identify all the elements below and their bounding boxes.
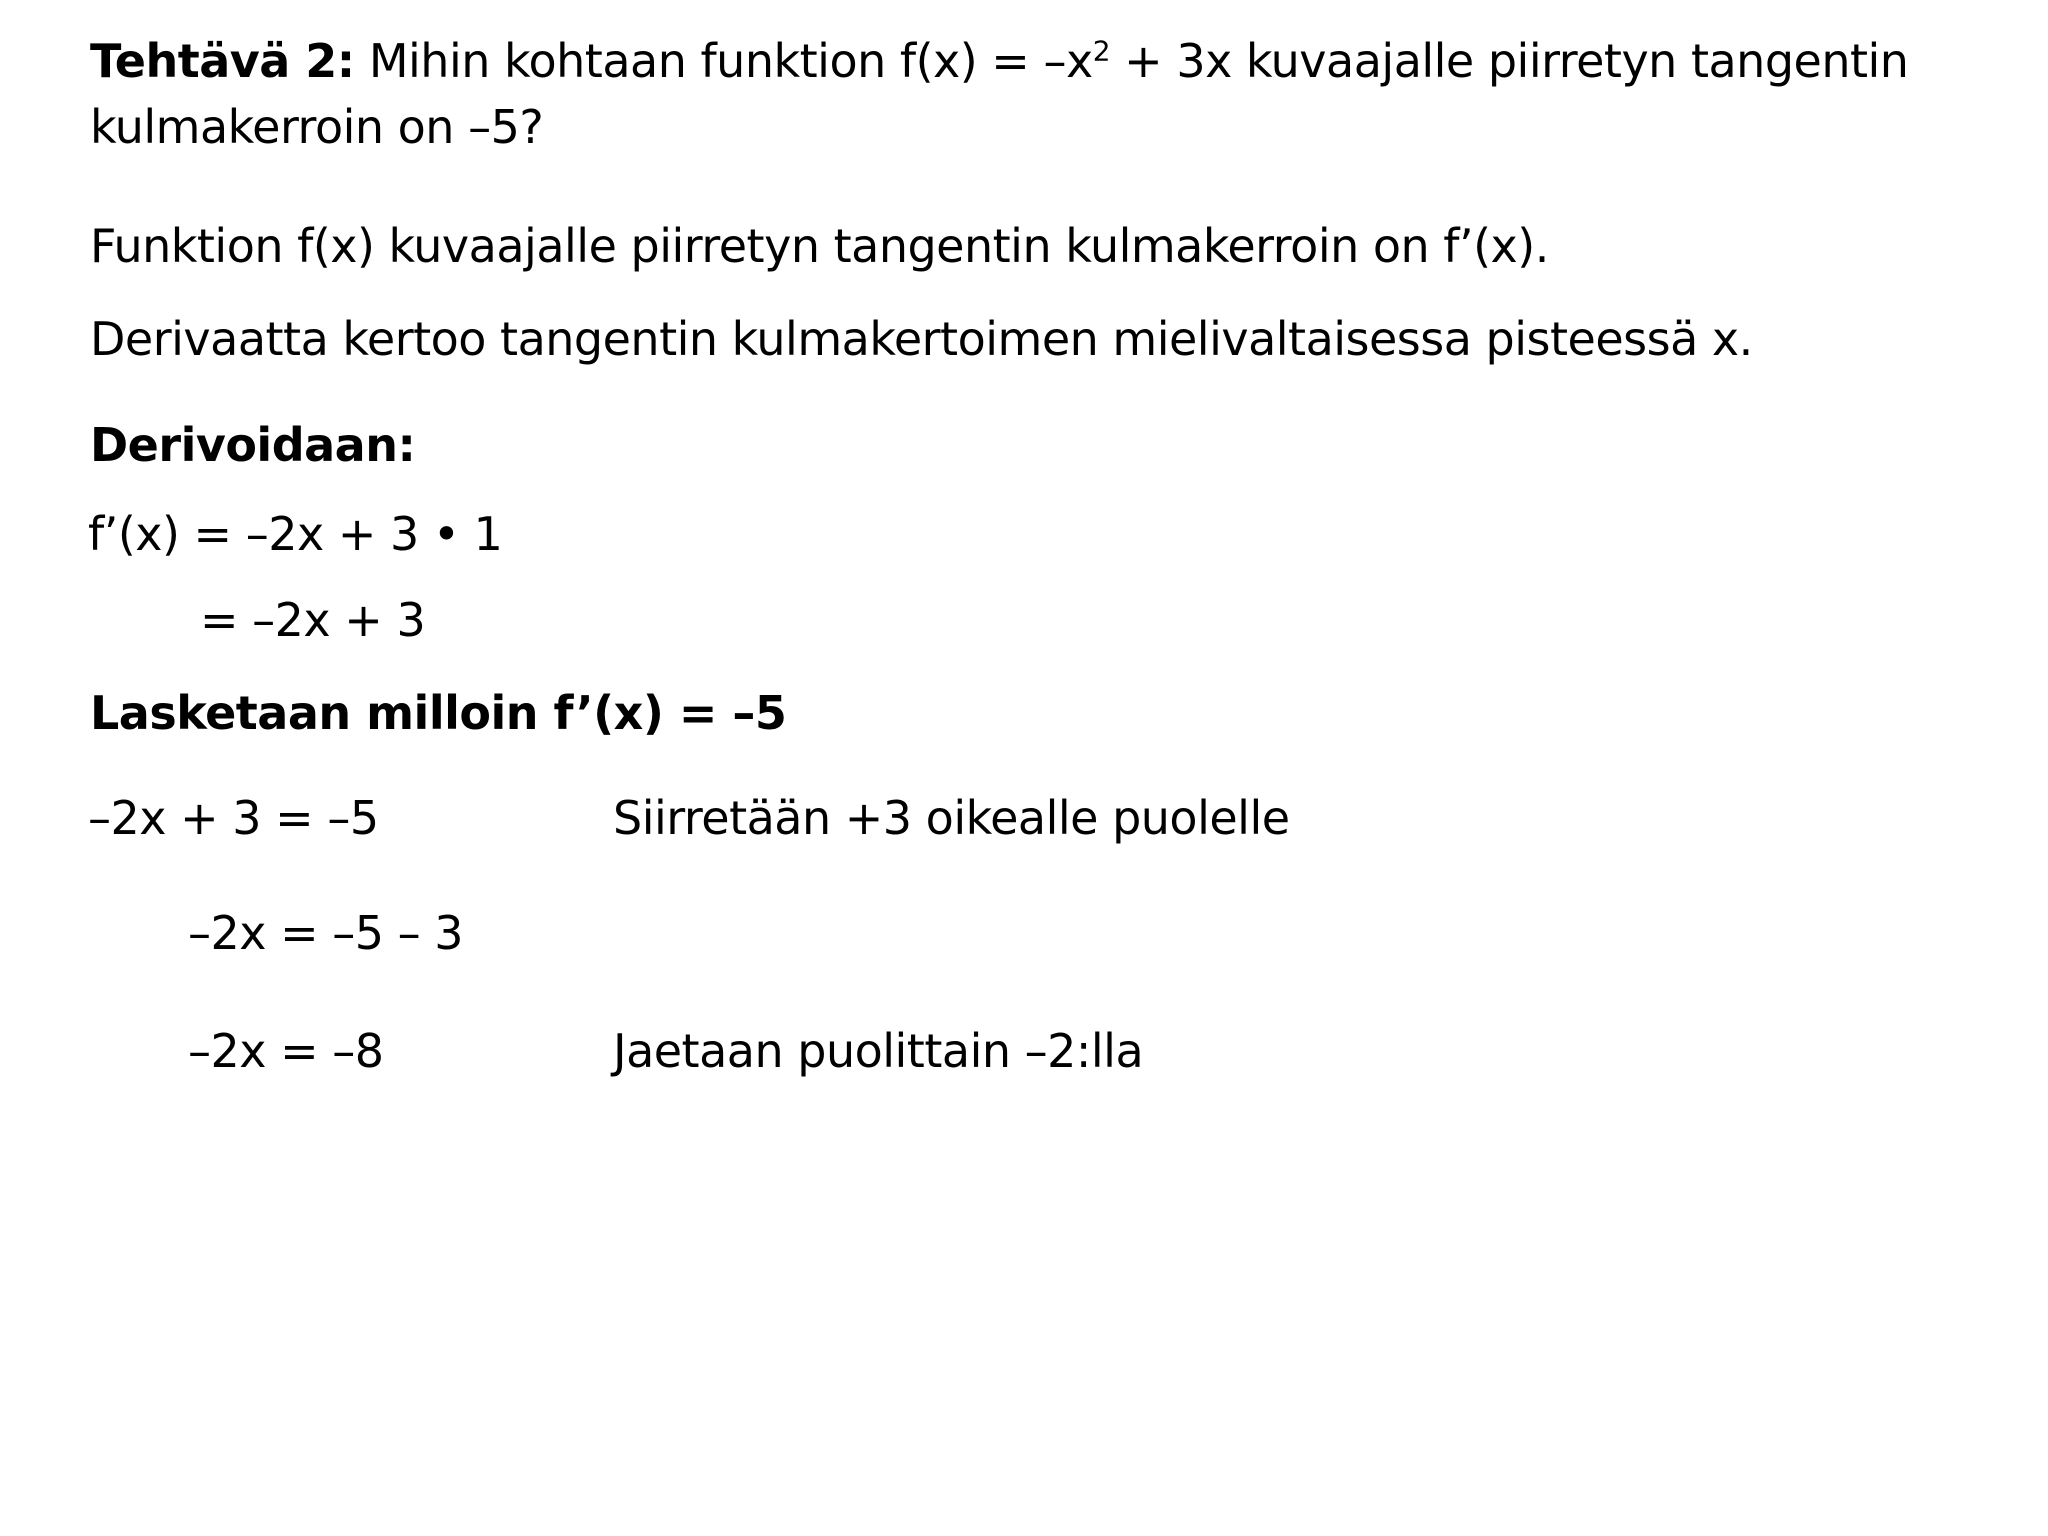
task-label: Tehtävä 2:: [90, 34, 355, 88]
derivation-heading: Derivoidaan:: [90, 418, 416, 472]
solve-equation-3: –2x = –8: [188, 1024, 384, 1078]
task-text-part1: Mihin kohtaan funktion f(x) = –x: [354, 34, 1093, 88]
solve-note-3: Jaetaan puolittain –2:lla: [613, 1024, 1144, 1078]
derivation-step-1: f’(x) = –2x + 3 • 1: [88, 507, 503, 561]
task-line-2: kulmakerroin on –5?: [90, 100, 544, 154]
solve-equation-2: –2x = –5 – 3: [188, 906, 464, 960]
task-exponent: 2: [1092, 34, 1111, 68]
task-text-part2: + 3x kuvaajalle piirretyn tangentin: [1110, 34, 1909, 88]
explanation-line-2: Derivaatta kertoo tangentin kulmakertoimen mielivaltaisessa pisteessä x.: [90, 312, 1753, 366]
solve-note-1: Siirretään +3 oikealle puolelle: [613, 791, 1290, 845]
solve-heading: Lasketaan milloin f’(x) = –5: [90, 686, 787, 740]
derivation-step-2: = –2x + 3: [200, 593, 426, 647]
explanation-line-1: Funktion f(x) kuvaajalle piirretyn tangentin kulmakerroin on f’(x).: [90, 219, 1549, 273]
solve-equation-1: –2x + 3 = –5: [88, 791, 379, 845]
task-line-1: [90, 28, 1908, 94]
